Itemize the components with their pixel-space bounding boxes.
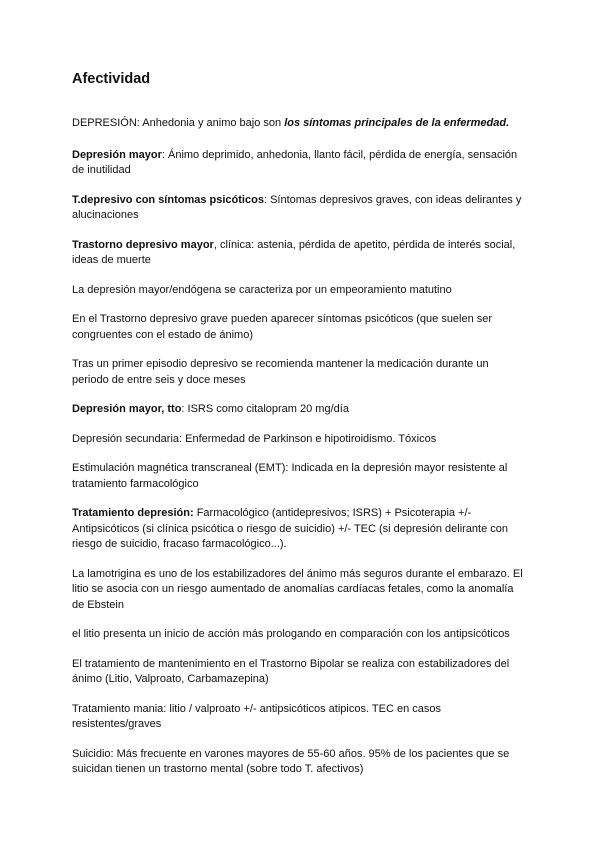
text-segment: : Síntomas depresivos graves, con ideas delirantes y alucinaciones (72, 193, 522, 221)
bold-term: Trastorno depresivo mayor (72, 238, 214, 251)
document-body (72, 116, 528, 778)
text-segment: Estimulación magnética transcraneal (EMT): Indicada en la depresión mayor resistente al tratamiento farmacológico (72, 462, 508, 490)
text-segment: La depresión mayor/endógena se caracteriza por un empeoramiento matutino (72, 283, 452, 296)
text-segment: En el Trastorno depresivo grave pueden aparecer síntomas psicóticos (que suelen ser congruentes con el estado de ánimo) (72, 313, 493, 341)
text-segment: DEPRESIÓN: Anhedonia y animo bajo son (72, 117, 285, 129)
paragraph (72, 432, 528, 448)
paragraph (72, 567, 528, 614)
text-segment: El tratamiento de mantenimiento en el Trastorno Bipolar se realiza con estabilizadores del ánimo (Litio, Valproato, Carbamazepina) (72, 657, 510, 685)
text-segment: , clínica: astenia, pérdida de apetito, pérdida de interés social, ideas de muerte (72, 238, 516, 266)
text-segment: La lamotrigina es uno de los estabilizadores del ánimo más seguros durante el embarazo. El litio se asocia con un riesgo aumentado de anomalías cardíacas fetales, como la anomalía de Ebstein (72, 567, 523, 611)
bold-term: los síntomas principales de la enfermedad. (284, 117, 510, 129)
paragraph (72, 357, 528, 388)
text-segment: : ISRS como citalopram 20 mg/día (181, 403, 349, 415)
paragraph (72, 747, 528, 778)
paragraph (72, 283, 528, 299)
paragraph (72, 702, 528, 733)
paragraph (72, 116, 528, 132)
bold-term: Depresión mayor (72, 148, 162, 161)
paragraph (72, 312, 528, 343)
text-segment: Suicidio: Más frecuente en varones mayores de 55-60 años. 95% de los pacientes que se suicidan tienen un trastorno mental (sobre todo T. afectivos) (72, 747, 510, 775)
bold-term: Depresión mayor, tto (72, 403, 182, 415)
paragraph (72, 461, 528, 492)
bold-term: Tratamiento depresión: (72, 507, 194, 519)
text-segment: Depresión secundaria: Enfermedad de Parkinson e hipotiroidismo. Tóxicos (72, 432, 437, 445)
text-segment: Tras un primer episodio depresivo se recomienda mantener la medicación durante un periodo de entre seis y doce meses (72, 358, 489, 386)
paragraph (72, 402, 528, 418)
text-segment: Farmacológico (antidepresivos; ISRS) + Psicoterapia +/- Antipsicóticos (si clínica psicótica o riesgo de suicidio) +/- TEC (si depresión delirante con riesgo de suicidio, fracaso farmacológico...). (72, 507, 509, 550)
paragraph (72, 627, 528, 643)
page-title: Afectividad (72, 71, 151, 87)
text-segment: Tratamiento mania: litio / valproato +/- antipsicóticos atipicos. TEC en casos resistentes/graves (72, 702, 441, 730)
paragraph (72, 657, 528, 688)
paragraph (72, 506, 528, 553)
paragraph (72, 148, 528, 179)
paragraph (72, 193, 528, 224)
paragraph (72, 238, 528, 269)
text-segment: el litio presenta un inicio de acción más prologando en comparación con los antipsicóticos (72, 628, 510, 640)
text-segment: : Ánimo deprimido, anhedonia, llanto fácil, pérdida de energía, sensación de inutilidad (72, 148, 518, 176)
bold-term: T.depresivo con síntomas psicóticos (72, 193, 264, 206)
